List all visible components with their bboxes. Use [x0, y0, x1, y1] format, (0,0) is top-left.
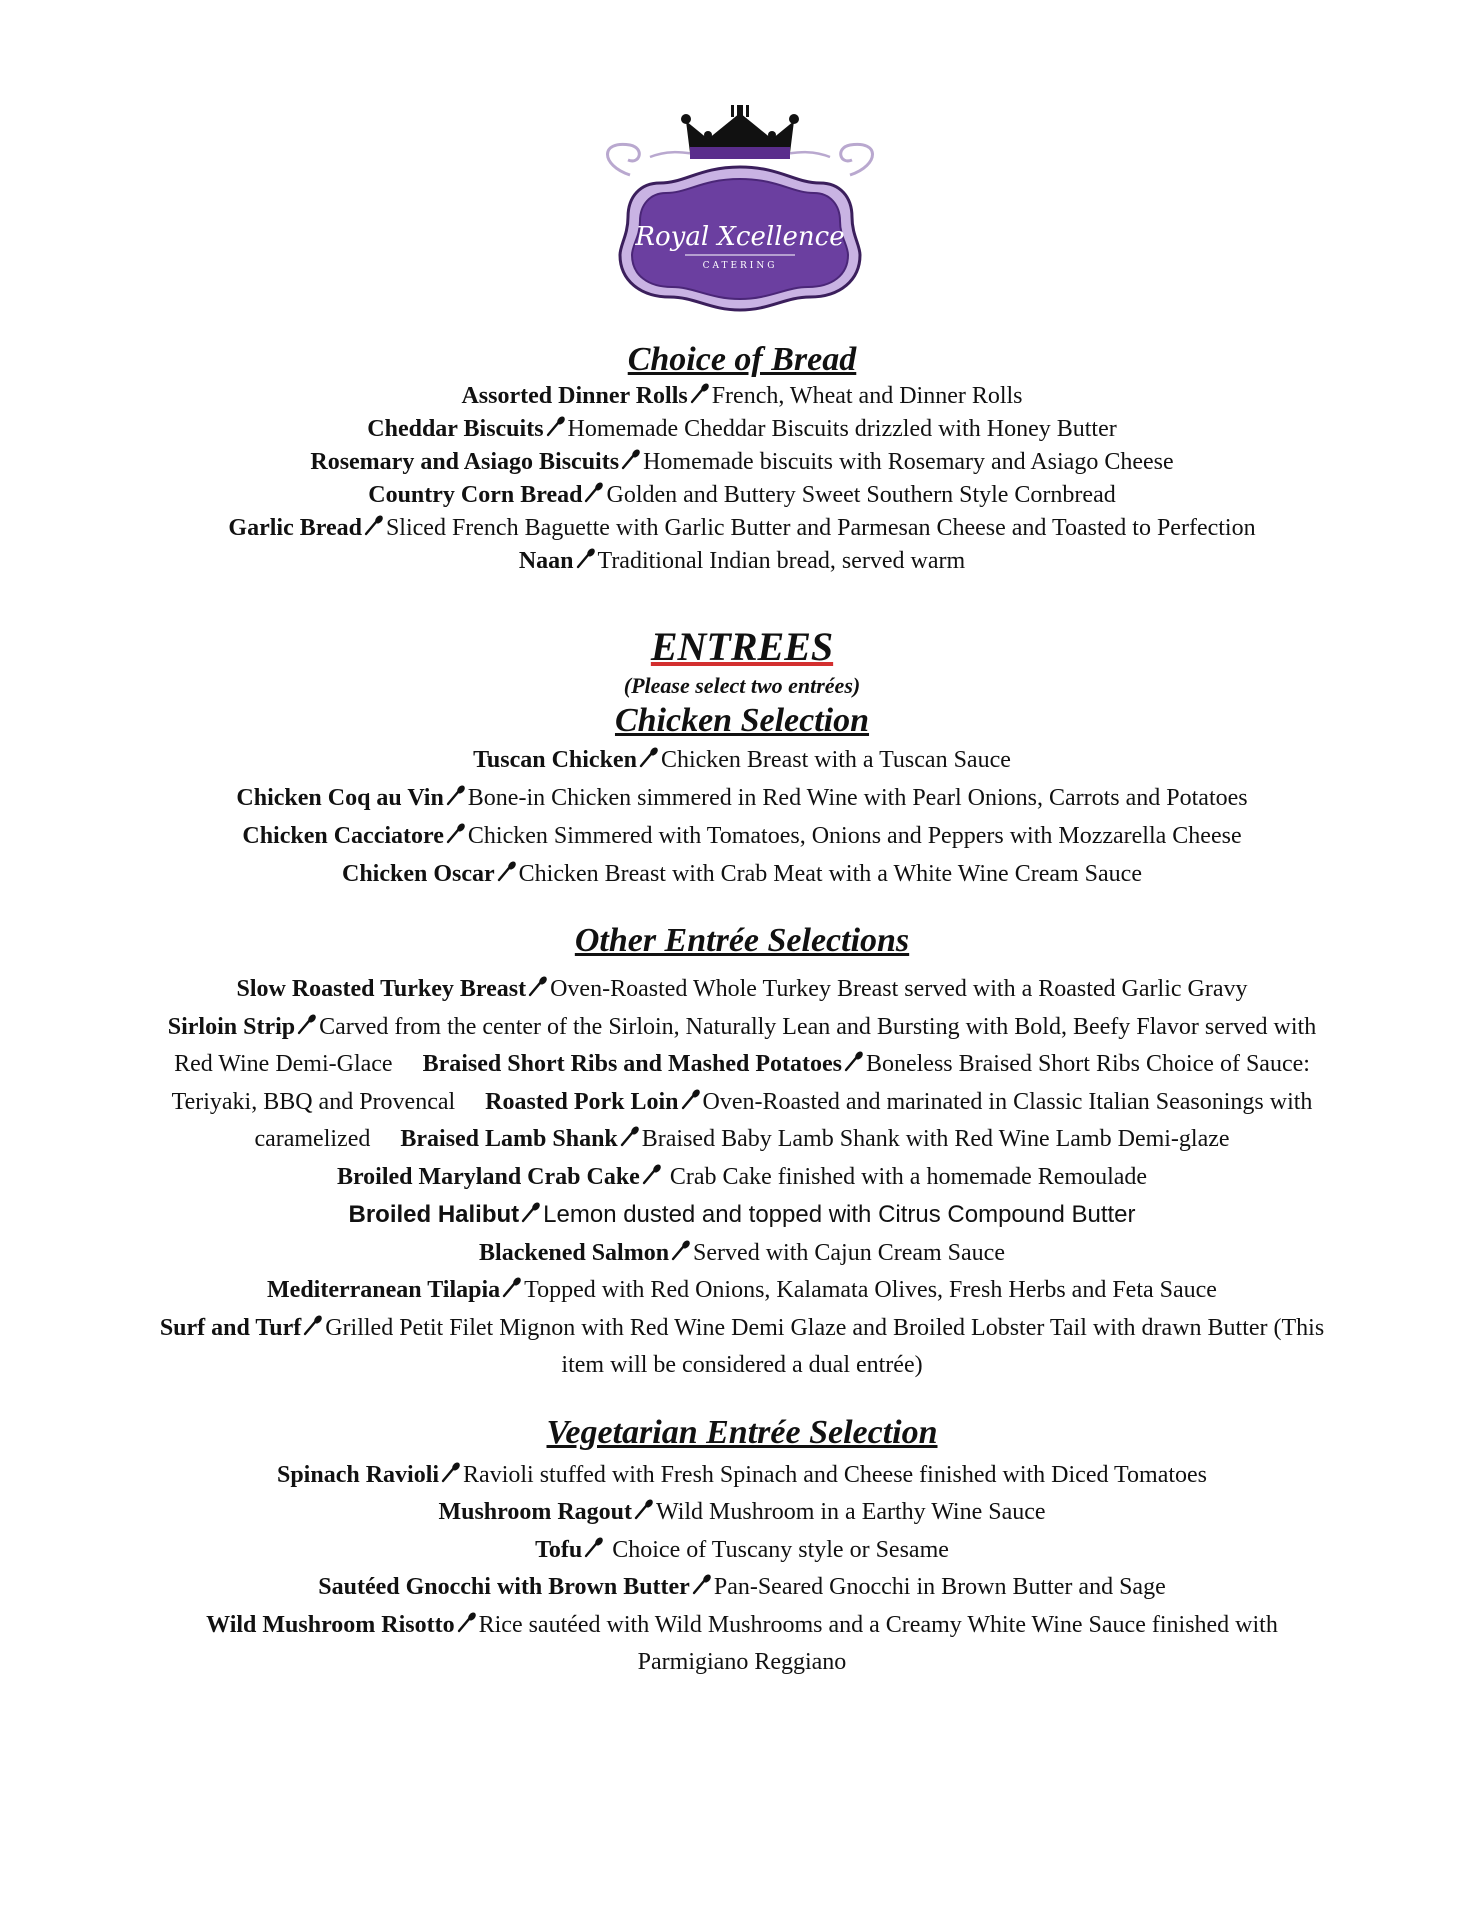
menu-item	[150, 1310, 1334, 1385]
crown-icon	[681, 105, 799, 159]
menu-item	[150, 1494, 1334, 1532]
menu-item-desc: Topped with Red Onions, Kalamata Olives, Fresh Herbs and Feta Sauce	[524, 1277, 1217, 1303]
fork-icon	[363, 514, 385, 536]
logo-wordmark: Royal Xcellence	[635, 222, 845, 252]
menu-item-desc: Wild Mushroom in a Earthy Wine Sauce	[656, 1499, 1046, 1525]
menu-item-name: Sautéed Gnocchi with Brown Butter	[318, 1574, 690, 1600]
fork-icon	[527, 975, 549, 997]
menu-item-name: Broiled Halibut	[348, 1201, 520, 1228]
fork-icon	[445, 822, 467, 844]
fork-icon	[583, 481, 605, 503]
menu-item-desc: Traditional Indian bread, served warm	[597, 548, 966, 574]
menu-item-name: Rosemary and Asiago Biscuits	[310, 449, 620, 475]
menu-item-desc: Braised Baby Lamb Shank with Red Wine Lamb Demi-glaze	[641, 1126, 1230, 1152]
menu-item	[150, 779, 1334, 817]
menu-item-name: Chicken Coq au Vin	[236, 785, 444, 811]
bread-heading: Choice of Bread	[627, 341, 857, 378]
menu-item	[150, 1607, 1334, 1682]
menu-item-desc: Lemon dusted and topped with Citrus Compound Butter	[543, 1201, 1136, 1228]
fork-icon	[302, 1314, 324, 1336]
fork-icon	[501, 1276, 523, 1298]
menu-item-name: Tuscan Chicken	[473, 747, 637, 773]
other-entrees-heading: Other Entrée Selections	[574, 922, 910, 959]
menu-item-desc: Choice of Tuscany style or Sesame	[606, 1536, 949, 1563]
menu-item-desc: Oven-Roasted Whole Turkey Breast served with a Roasted Garlic Gravy	[550, 976, 1248, 1002]
fork-icon	[689, 382, 711, 404]
menu-item	[150, 1272, 1334, 1310]
fork-icon	[633, 1498, 655, 1520]
menu-item	[150, 446, 1334, 479]
menu-item-name: Tofu	[535, 1536, 583, 1563]
other-entrees-run-paragraph	[150, 971, 1334, 1159]
fork-icon	[680, 1088, 702, 1110]
menu-item-desc: Ravioli stuffed with Fresh Spinach and Cheese finished with Diced Tomatoes	[463, 1461, 1208, 1488]
fork-icon	[296, 1013, 318, 1035]
menu-item-name: Surf and Turf	[159, 1314, 302, 1341]
menu-item-name: Blackened Salmon	[479, 1239, 670, 1266]
menu-item	[150, 1532, 1334, 1570]
menu-item-desc: Grilled Petit Filet Mignon with Red Wine Demi Glaze and Broiled Lobster Tail with drawn Butter (This item will be considered a dual entrée)	[325, 1314, 1325, 1378]
menu-item	[150, 1569, 1334, 1607]
fork-icon	[520, 1201, 542, 1223]
chicken-heading: Chicken Selection	[614, 702, 870, 739]
menu-item-desc: French, Wheat and Dinner Rolls	[711, 383, 1023, 409]
menu-item-desc: Carved from the center of the Sirloin, Naturally Lean and Bursting with Bold, Beefy Flavor served with Red Wine Demi-Glace	[174, 1013, 1317, 1077]
bread-list	[150, 380, 1334, 578]
menu-item-desc: Chicken Breast with Crab Meat with a White Wine Cream Sauce	[518, 861, 1142, 887]
menu-item	[400, 1126, 1229, 1152]
fork-icon	[575, 547, 597, 569]
menu-item-name: Chicken Oscar	[342, 861, 495, 887]
menu-item	[150, 413, 1334, 446]
menu-item	[150, 817, 1334, 855]
vegetarian-list	[150, 1457, 1334, 1682]
fork-icon	[496, 860, 518, 882]
menu-item-name: Broiled Maryland Crab Cake	[336, 1163, 640, 1190]
menu-item	[150, 855, 1334, 893]
fork-icon	[545, 415, 567, 437]
menu-item-name: Sirloin Strip	[167, 1013, 296, 1040]
menu-item-name: Braised Lamb Shank	[400, 1126, 618, 1152]
menu-item-name: Braised Short Ribs and Mashed Potatoes	[422, 1051, 842, 1077]
entrees-heading: ENTREES	[650, 624, 834, 669]
menu-item-name: Cheddar Biscuits	[367, 416, 544, 442]
menu-item	[150, 1159, 1334, 1197]
menu-item-name: Country Corn Bread	[368, 482, 583, 508]
menu-item-name: Mediterranean Tilapia	[267, 1277, 501, 1303]
menu-item-name: Garlic Bread	[228, 515, 362, 541]
menu-item-name: Chicken Cacciatore	[242, 823, 444, 849]
menu-item-desc: Chicken Simmered with Tomatoes, Onions and Peppers with Mozzarella Cheese	[467, 823, 1242, 849]
fork-icon	[641, 1163, 663, 1185]
menu-item-name: Mushroom Ragout	[438, 1499, 633, 1525]
fork-icon	[620, 448, 642, 470]
chicken-list	[150, 741, 1334, 893]
menu-item-desc: Boneless Braised Short Ribs Choice of Sauce: Teriyaki, BBQ and Provencal	[171, 1051, 1310, 1115]
menu-item-desc: Chicken Breast with a Tuscan Sauce	[660, 747, 1011, 773]
menu-item-name: Assorted Dinner Rolls	[461, 383, 688, 409]
royal-xcellence-logo	[590, 105, 890, 315]
fork-icon	[638, 746, 660, 768]
other-entrees-list	[150, 1159, 1334, 1385]
fork-icon	[691, 1573, 713, 1595]
menu-item-desc: Oven-Roasted and marinated in Classic Italian Seasonings with caramelized	[254, 1088, 1313, 1152]
menu-item	[150, 1457, 1334, 1495]
menu-item	[150, 512, 1334, 545]
fork-icon	[456, 1611, 478, 1633]
menu-item	[150, 1235, 1334, 1273]
vegetarian-heading: Vegetarian Entrée Selection	[546, 1413, 938, 1451]
logo-tagline: CATERING	[702, 261, 778, 271]
menu-item-name: Naan	[518, 548, 574, 574]
menu-item-name: Wild Mushroom Risotto	[206, 1611, 455, 1638]
menu-item-name: Slow Roasted Turkey Breast	[236, 976, 527, 1002]
menu-item	[150, 380, 1334, 413]
entrees-note: (Please select two entrées)	[623, 673, 861, 698]
menu-item	[150, 545, 1334, 578]
menu-item-desc: Rice sautéed with Wild Mushrooms and a Creamy White Wine Sauce finished with Parmigiano Reggiano	[478, 1611, 1278, 1675]
fork-icon	[843, 1050, 865, 1072]
menu-item-desc: Crab Cake finished with a homemade Remoulade	[663, 1163, 1148, 1190]
menu-item-desc: Bone-in Chicken simmered in Red Wine with Pearl Onions, Carrots and Potatoes	[467, 785, 1248, 811]
menu-item-desc: Served with Cajun Cream Sauce	[693, 1239, 1005, 1266]
menu-item-name: Roasted Pork Loin	[485, 1088, 679, 1115]
fork-icon	[670, 1239, 692, 1261]
menu-item-desc: Homemade biscuits with Rosemary and Asiago Cheese	[643, 449, 1174, 475]
fork-icon	[440, 1461, 462, 1483]
menu-item	[150, 1196, 1334, 1235]
menu-item-desc: Homemade Cheddar Biscuits drizzled with Honey Butter	[567, 416, 1117, 442]
fork-icon	[619, 1125, 641, 1147]
fork-icon	[583, 1536, 605, 1558]
menu-item	[150, 479, 1334, 512]
menu-item-name: Spinach Ravioli	[276, 1461, 440, 1488]
fork-icon	[445, 784, 467, 806]
menu-item-desc: Pan-Seared Gnocchi in Brown Butter and Sage	[713, 1574, 1166, 1600]
menu-item-desc: Golden and Buttery Sweet Southern Style Cornbread	[606, 482, 1116, 508]
menu-content	[150, 340, 1334, 1682]
menu-item	[237, 976, 1248, 1002]
menu-item-desc: Sliced French Baguette with Garlic Butter and Parmesan Cheese and Toasted to Perfection	[385, 515, 1256, 541]
menu-item	[150, 741, 1334, 779]
